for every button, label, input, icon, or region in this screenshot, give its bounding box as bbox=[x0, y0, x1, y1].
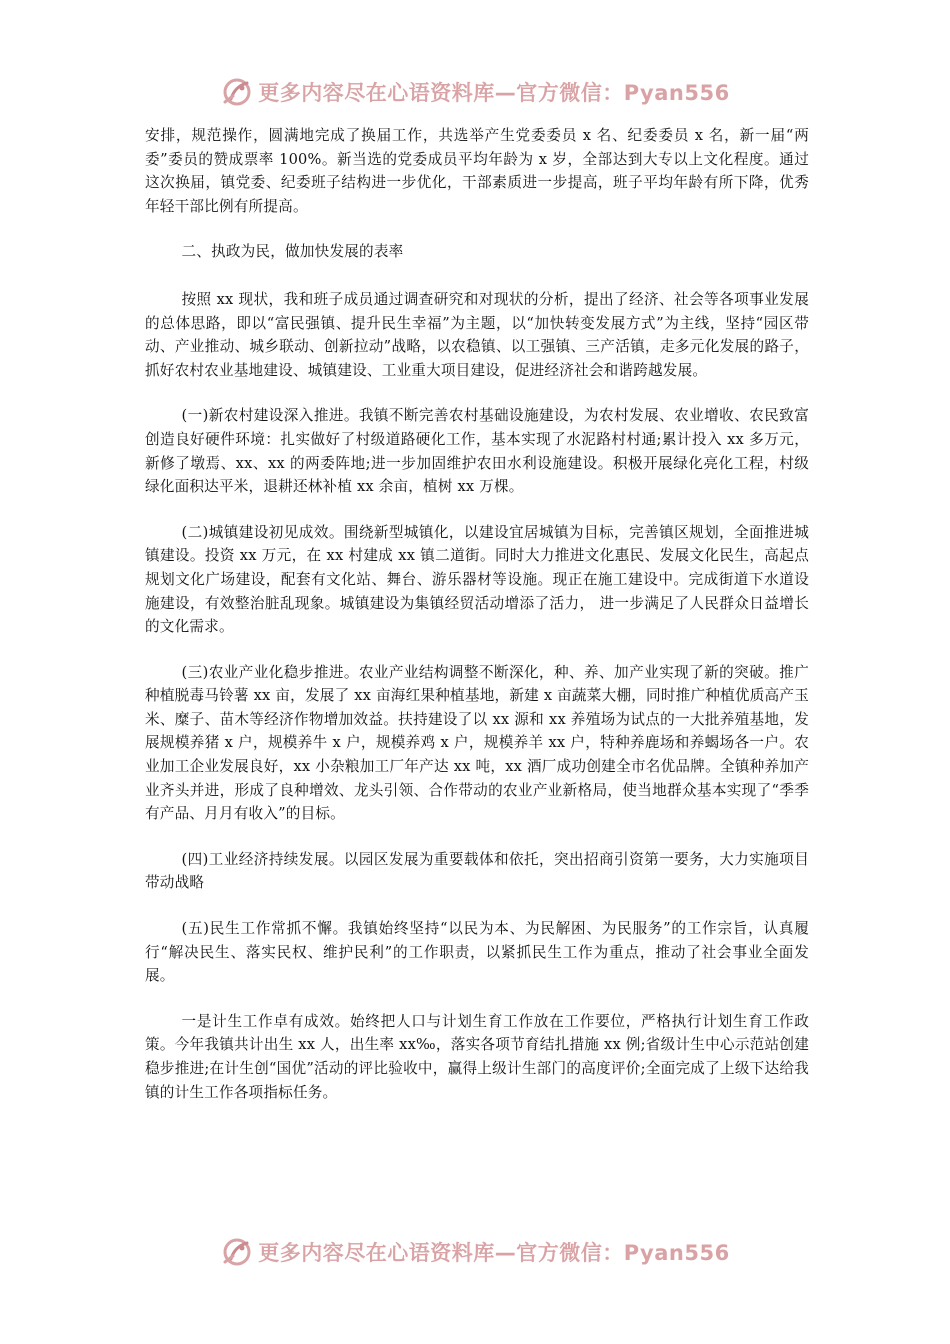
brand-logo-icon bbox=[220, 75, 254, 109]
paragraph-development-strategy: 按照 xx 现状，我和班子成员通过调查研究和对现状的分析，提出了经济、社会等各项事业发展的总体思路，即以“富民强镇、提升民生幸福”为主题，以“加快转变发展方式”为主线，坚持“园区带动、产业推动、城乡联动、创新拉动”战略，以农稳镇、以工强镇、三产活镇，走多元化发展的路子，抓好农村农业基地建设、城镇建设、工业重大项目建设，促进经济社会和谐跨越发展。 bbox=[145, 290, 809, 379]
watermark-text: 更多内容尽在心语资料库—官方微信：Pyan556 bbox=[258, 1241, 730, 1265]
paragraph-agriculture-industry: (三)农业产业化稳步推进。农业产业结构调整不断深化，种、养、加产业实现了新的突破。推广种植脱毒马铃薯 xx 亩，发展了 xx 亩海红果种植基地，新建 x 亩蔬菜大棚，同时推广种植优质高产玉米、糜子、苗木等经济作物增加效益。扶持建设了以 xx 源和 xx 养殖场为试点的一大批养殖基地，发展规模养猪 x 户，规模养牛 x 户，规模养鸡 x 户，规模养羊 xx 户，特种养鹿场和养蝎场各一户。农业加工企业发展良好，xx 小杂粮加工厂年产达 xx 吨，xx 酒厂成功创建全市名优品牌。全镇种养加产业齐头并进，形成了良种增效、龙头引领、合作带动的农业产业新格局，使当地群众基本实现了“季季有产品、月月有收入”的目标。 bbox=[145, 663, 809, 823]
document-body bbox=[145, 124, 809, 1126]
watermark-banner-top bbox=[0, 72, 950, 112]
paragraph-livelihood-work: (五)民生工作常抓不懈。我镇始终坚持“以民为本、为民解困、为民服务”的工作宗旨，认真履行“解决民生、落实民权、维护民利”的工作职责，以紧抓民生工作为重点，推动了社会事业全面发展。 bbox=[145, 920, 809, 985]
paragraph-family-planning: 一是计生工作卓有成效。始终把人口与计划生育工作放在工作要位，严格执行计划生育工作政策。今年我镇共计出生 xx 人，出生率 xx‰，落实各项节育结扎措施 xx 例;省级计生中心示范站创建稳步推进;在计生创“国优”活动的评比验收中，赢得上级计生部门的高度评价;全面完成了上级下达给我镇的计生工作各项指标任务。 bbox=[145, 1012, 809, 1101]
brand-logo-icon bbox=[220, 1235, 254, 1269]
paragraph-town-construction: (二)城镇建设初见成效。围绕新型城镇化，以建设宜居城镇为目标，完善镇区规划，全面推进城镇建设。投资 xx 万元，在 xx 村建成 xx 镇二道街。同时大力推进文化惠民、发展文化民生，高起点规划文化广场建设，配套有文化站、舞台、游乐器材等设施。现正在施工建设中。完成街道下水道设施建设，有效整治脏乱现象。城镇建设为集镇经贸活动增添了活力， 进一步满足了人民群众日益增长的文化需求。 bbox=[145, 523, 809, 636]
section-heading: 二、执政为民，做加快发展的表率 bbox=[181, 243, 404, 261]
paragraph-new-rural-construction: (一)新农村建设深入推进。我镇不断完善农村基础设施建设，为农村发展、农业增收、农民致富创造良好硬件环境：扎实做好了村级道路硬化工作，基本实现了水泥路村村通;累计投入 xx 多万元，新修了墩焉、xx、xx 的两委阵地;进一步加固维护农田水利设施建设。积极开展绿化亮化工程，村级绿化面积达平米，退耕还林补植 xx 余亩，植树 xx 万棵。 bbox=[145, 407, 809, 496]
paragraph-industrial-economy: (四)工业经济持续发展。以园区发展为重要载体和依托，突出招商引资第一要务，大力实施项目带动战略 bbox=[145, 850, 809, 892]
watermark-banner-bottom bbox=[0, 1232, 950, 1272]
paragraph-election-summary: 安排，规范操作，圆满地完成了换届工作，共选举产生党委委员 x 名、纪委委员 x 名，新一届“两委”委员的赞成票率 100%。新当选的党委成员平均年龄为 x 岁，全部达到大专以上文化程度。通过这次换届，镇党委、纪委班子结构进一步优化，干部素质进一步提高，班子平均年龄有所下降，优秀年轻干部比例有所提高。 bbox=[145, 127, 809, 215]
watermark-text: 更多内容尽在心语资料库—官方微信：Pyan556 bbox=[258, 81, 730, 105]
